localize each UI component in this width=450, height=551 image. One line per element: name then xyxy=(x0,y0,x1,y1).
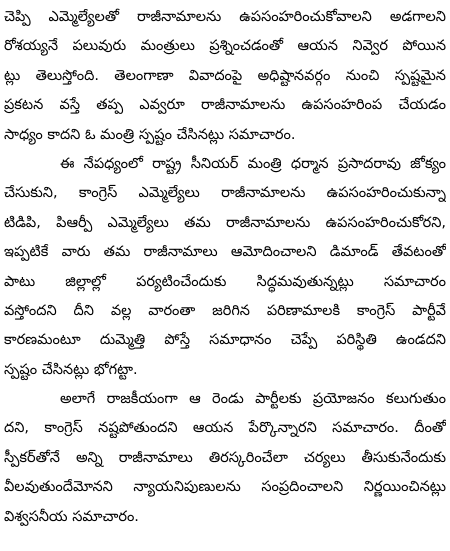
paragraph-2 xyxy=(4,150,446,385)
paragraph-3 xyxy=(4,385,446,532)
text-line: దని, కాంగ్రెస్ నష్టపోతుందని ఆయన పేర్కొన్నారని సమాచారం. దీంతో xyxy=(4,420,446,437)
text-line: వస్తోందని దీని వల్ల వారంతా జరిగిన పరిణామాలకి కాంగ్రెస్ పార్టీవే xyxy=(4,302,446,319)
text-line: విశ్వసనీయ సమాచారం. xyxy=(4,508,139,525)
text-line: పాటు జిల్లాల్లో పర్యటించేందుకు సిద్ధమవుతున్నట్లు సమాచారం xyxy=(4,273,446,290)
text-line: వీలవుతుందేమోనని న్యాయనిపుణులను సంప్రదించాలని నిర్ణయించినట్లు xyxy=(4,479,446,496)
text-line: ఇప్పటికే వారు తమ రాజీనామాలు ఆమోదించాలని డిమాండ్ తేవటంతో xyxy=(4,244,446,261)
text-line: ప్రకటన వస్తే తప్ప ఎవ్వరూ రాజీనామాలను ఉపసంహరింప చేయడం xyxy=(4,97,446,114)
text-line: సాధ్యం కాదని ఓ మంత్రి స్పష్టం చేసినట్లు సమాచారం. xyxy=(4,126,296,143)
text-line: చెప్పి ఎమ్మెల్యేలతో రాజీనామాలను ఉపసంహరించుకోవాలని అడగాలని xyxy=(4,9,446,25)
text-line: ట్లు తెలుస్తోంది. తెలంగాణా వివాదంపై అధిష్టానవర్గం నుంచి స్పష్టమైన xyxy=(4,67,446,84)
text-line: కారణమంటూ దుమ్మెత్తి పోస్తే సమాధానం చెప్పే పరిస్థితి ఉండదని xyxy=(4,332,446,349)
text-line: అలాగే రాజకీయంగా ఆ రెండు పార్టీలకు ప్రయోజనం కలుగుతుం xyxy=(60,391,446,408)
text-line: టిడిపి, పిఆర్పీ ఎమ్మెల్యేలు తమ రాజీనామాలను ఉపసంహరించుకోరని, xyxy=(4,214,446,231)
text-line: చేసుకుని, కాంగ్రెస్ ఎమ్మెల్యేలు రాజీనామాలను ఉపసంహరించుకున్నా xyxy=(4,185,446,202)
text-line: ఈ నేపధ్యంలో రాష్ట్ర సీనియర్ మంత్రి ధర్మాన ప్రసాదరావు జోక్యం xyxy=(60,155,446,172)
paragraph-1 xyxy=(4,3,446,150)
text-line: రోశయ్యనే పలువురు మంత్రులు ప్రశ్నించడంతో ఆయన నివ్వెర పోయిన xyxy=(4,38,446,55)
text-line: స్పీకర్‌తోనే అన్ని రాజీనామాలు తిరస్కరించేలా చర్యలు తీసుకునేందుకు xyxy=(4,449,446,466)
text-line: స్పష్టం చేసినట్లు భోగట్టా. xyxy=(4,361,138,378)
